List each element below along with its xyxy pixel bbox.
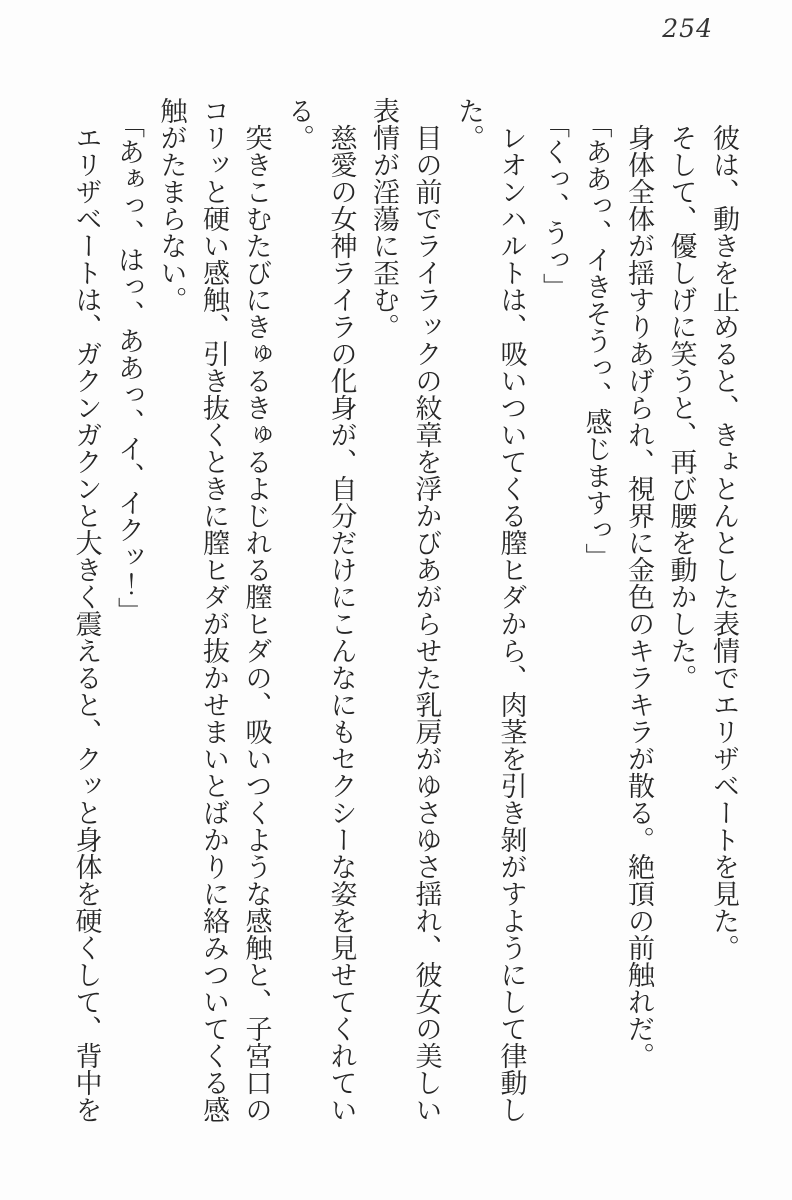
text-line: 「あぁっ、はっ、ああっ、イ、イクッ！」 (114, 110, 144, 624)
text-line: 突きこむたびにきゅるきゅるよじれる膣ヒダの、吸いつくような感触と、子宮口の (241, 124, 272, 1123)
text-line: た。 (454, 97, 484, 151)
text-line: エリザベートは、ガクンガクンと大きく震えると、クッと身体を硬くして、背中を (71, 124, 102, 1123)
text-line: 身体全体が揺すりあげられ、視界に金色のキラキラが散る。絶頂の前触れだ。 (624, 124, 654, 1069)
page-number: 254 (662, 14, 713, 43)
page-text (65, 97, 745, 1135)
text-line: 目の前でライラックの紋章を浮かびあがらせた乳房がゆさゆさ揺れ、彼女の美しい (411, 124, 442, 1123)
text-line: る。 (284, 97, 314, 151)
text-line: 触がたまらない。 (156, 97, 187, 313)
text-line: レオンハルトは、吸いついてくる膣ヒダから、肉茎を引き剝がすようにして律動し (496, 124, 527, 1123)
text-line: 「くっ、うっ」 (539, 110, 569, 300)
text-line: コリッと硬い感触、引き抜くときに膣ヒダが抜かせまいとばかりに絡みついてくる感 (199, 97, 229, 1123)
text-line: 彼は、動きを止めると、きょとんとした表情でエリザベートを見た。 (709, 124, 739, 961)
text-line: そして、優しげに笑うと、再び腰を動かした。 (666, 124, 697, 691)
text-line: 表情が淫蕩に歪む。 (369, 97, 399, 340)
text-line: 慈愛の女神ライラの化身が、自分だけにこんなにもセクシーな姿を見せてくれてい (326, 124, 357, 1123)
text-line: 「ああっ、イきそうっ、感じますっ」 (581, 110, 612, 570)
